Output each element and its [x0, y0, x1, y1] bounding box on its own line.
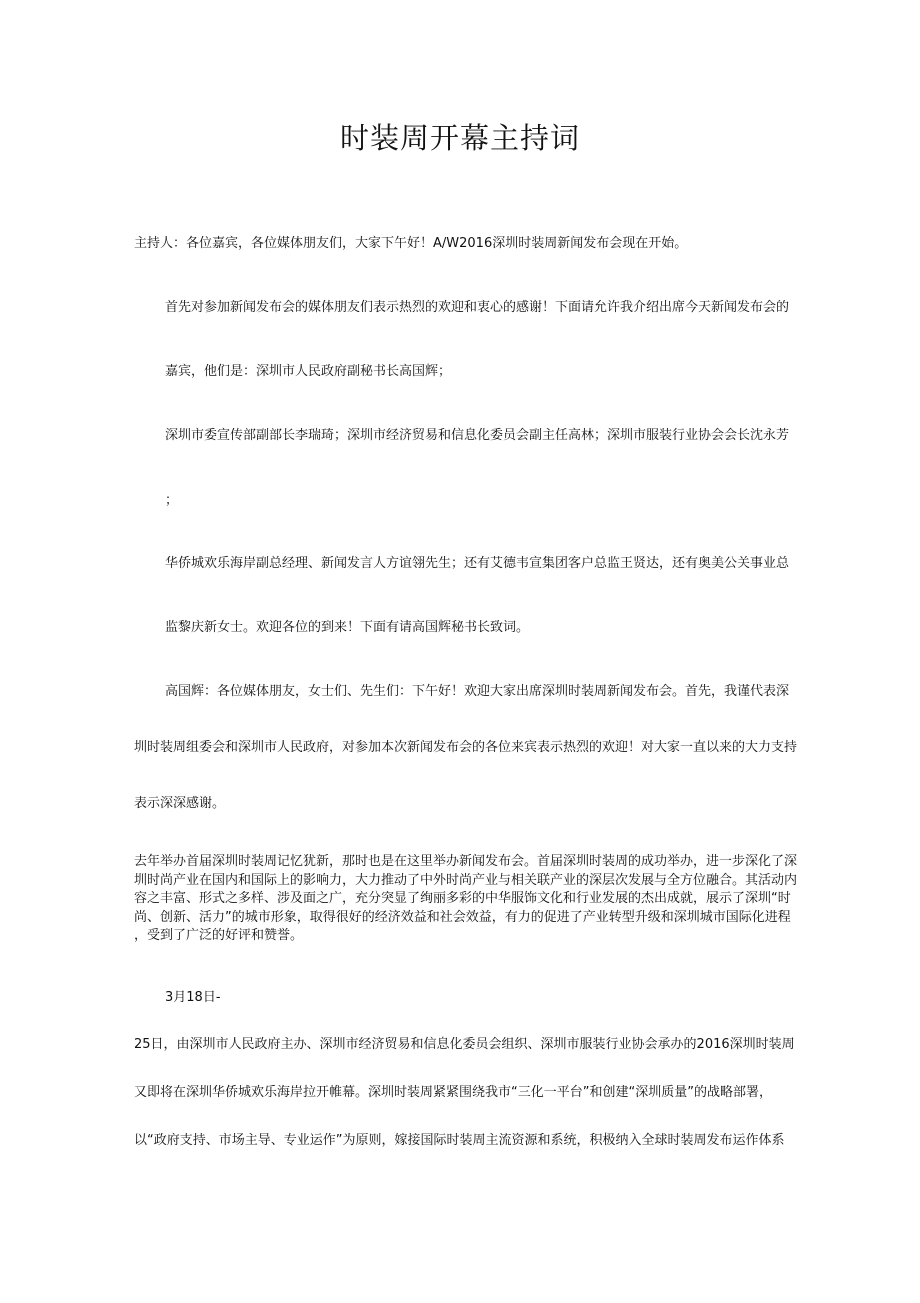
paragraph-line: 以“政府支持、市场主导、专业运作”为原则，嫁接国际时装周主流资源和系统，积极纳入全球时装周发布运作体系: [134, 1133, 785, 1148]
block-line: 尚、创新、活力”的城市形象，取得很好的经济效益和社会效益，有力的促进了产业转型升级和深圳城市国际化进程: [134, 909, 791, 925]
paragraph-line: 华侨城欢乐海岸副总经理、新闻发言人方谊翎先生；还有艾德韦宣集团客户总监王贤达，还有奥美公关事业总: [165, 556, 790, 571]
paragraph-line: ；: [165, 493, 179, 508]
paragraph-line: 25日，由深圳市人民政府主办、深圳市经济贸易和信息化委员会组织、深圳市服装行业协会承办的2016深圳时装周: [134, 1037, 795, 1052]
paragraph-line: 监黎庆新女士。欢迎各位的到来！下面有请高国辉秘书长致词。: [165, 620, 530, 635]
block-line: ，受到了广泛的好评和赞誉。: [134, 928, 304, 943]
paragraph-line: 深圳市委宣传部副部长李瑞琦；深圳市经济贸易和信息化委员会副主任高林；深圳市服装行业协会会长沈永芳: [165, 428, 790, 443]
paragraph-line: 3月18日-: [165, 990, 221, 1005]
paragraph-line: 嘉宾，他们是：深圳市人民政府副秘书长高国辉；: [165, 364, 452, 379]
block-line: 圳时尚产业在国内和国际上的影响力，大力推动了中外时尚产业与相关联产业的深层次发展与全方位融合。其活动内: [134, 872, 798, 888]
paragraph-line: 表示深深感谢。: [134, 796, 226, 811]
paragraph-line: 主持人：各位嘉宾，各位媒体朋友们，大家下午好！A/W2016深圳时装周新闻发布会现在开始。: [134, 236, 688, 251]
document-title: 时装周开幕主持词: [339, 121, 580, 155]
block-line: 去年举办首届深圳时装周记忆犹新，那时也是在这里举办新闻发布会。首届深圳时装周的成功举办，进一步深化了深: [134, 854, 798, 869]
paragraph-line: 高国辉：各位媒体朋友，女士们、先生们：下午好！欢迎大家出席深圳时装周新闻发布会。首先，我谨代表深: [165, 684, 790, 699]
paragraph-line: 圳时装周组委会和深圳市人民政府，对参加本次新闻发布会的各位来宾表示热烈的欢迎！对大家一直以来的大力支持: [134, 740, 798, 755]
paragraph-block: [134, 853, 798, 946]
paragraph-line: 又即将在深圳华侨城欢乐海岸拉开帷幕。深圳时装周紧紧围绕我市“三化一平台”和创建“深圳质量”的战略部署，: [134, 1085, 772, 1100]
block-line: 容之丰富、形式之多样、涉及面之广，充分突显了绚丽多彩的中华服饰文化和行业发展的杰出成就，展示了深圳“时: [134, 891, 791, 906]
paragraph-line: 首先对参加新闻发布会的媒体朋友们表示热烈的欢迎和衷心的感谢！下面请允许我介绍出席今天新闻发布会的: [165, 300, 790, 315]
